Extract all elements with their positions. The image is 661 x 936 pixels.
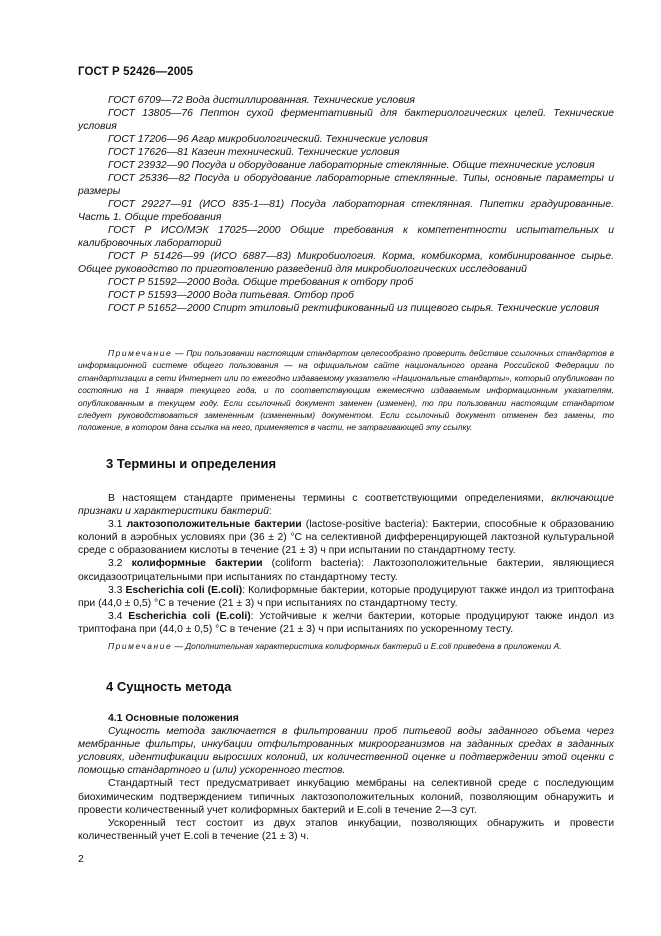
note-label: Примечание <box>108 348 173 358</box>
term-name: Escherichia coli (E.coli) <box>128 610 251 622</box>
references-note <box>78 347 614 434</box>
term-name: лактозоположительные бактерии <box>126 519 302 531</box>
term-name: колиформные бактерии <box>131 558 263 570</box>
reference-item: ГОСТ 29227—91 (ИСО 835-1—81) Посуда лабораторная стеклянная. Пипетки градуированные. Часть 1. Общие требования <box>78 199 614 223</box>
term-english: (lactose-positive bacteria): <box>301 519 433 531</box>
rapid-test-paragraph: Ускоренный тест состоит из двух этапов инкубации, позволяющих обнаружить и провести количественный учет E.coli в течение (21 ± 3) ч. <box>78 817 614 842</box>
reference-item: ГОСТ 25336—82 Посуда и оборудование лабораторные стеклянные. Типы, основные параметры и размеры <box>78 173 614 197</box>
note-label: Примечание <box>108 641 173 651</box>
section-3-note <box>78 640 614 652</box>
section-3-body <box>78 492 614 636</box>
section-4-heading: 4 Сущность метода <box>106 679 232 694</box>
section-3-heading: 3 Термины и определения <box>106 456 277 471</box>
term-definition: Устойчивые к желчи бактерии, которые продуцируют также индол из триптофана при (44,0 ± 0,5) °С в течение (21 ± 3) ч при испытаниях по ускоренному тесту. <box>78 610 614 635</box>
section-4-body <box>78 712 614 843</box>
term-definition: Колиформные бактерии, которые продуцируют также индол из триптофана при (44,0 ± 0,5) °С в течение (21 ± 3) ч при испытаниях по стандартному тесту. <box>78 584 615 609</box>
intro-italic-text: включающие признаки и характеристики бактерий <box>78 493 614 518</box>
term-definition: Лактозоположительные бактерии, являющиеся оксидазоотрицательными при испытаниях по стандартному тесту. <box>78 558 614 583</box>
note-text: — При пользовании настоящим стандартом целесообразно проверить действие ссылочных стандартов в информационной системе общего пользования — на официальном сайте национального органа Российской Федерации по стандартизации в сети Интернет или по ежегодно издаваемому указателю «Национальные стандарты», который опубликован по состоянию на 1 января текущего года, и по соответствующим ежемесячно издаваемым информационным указателям, опубликованным в текущем году. Если ссылочный документ заменен (изменен), то при пользовании настоящим стандартом следует руководствоваться замененным (измененным) документом. Если ссылочный документ отменен без замены, то положение, в котором дана ссылка на него, применяется в части, не затрагивающей эту ссылку. <box>78 348 614 433</box>
reference-item: ГОСТ Р 51426—99 (ИСО 6887—83) Микробиология. Корма, комбикорма, комбинированное сырье. Общее руководство по приготовлению разведений для микробиологических исследований <box>78 251 614 275</box>
term-number: 3.4 <box>108 610 123 622</box>
reference-item: ГОСТ Р 51592—2000 Вода. Общие требования к отбору проб <box>108 277 414 288</box>
standard-test-paragraph: Стандартный тест предусматривает инкубацию мембраны на селективной среде с последующим биохимическим подтверждением типичных лактозоположительных колоний, позволяющим обнаружить и провести количественный учет колиформных бактерий и E.coli в течение 2—3 сут. <box>78 778 614 816</box>
reference-item: ГОСТ 17206—96 Агар микробиологический. Технические условия <box>108 134 428 145</box>
reference-item: ГОСТ 23932—90 Посуда и оборудование лабораторные стеклянные. Общие технические условия <box>108 160 595 171</box>
intro-end: : <box>268 506 272 518</box>
reference-item: ГОСТ 13805—76 Пептон сухой ферментативный для бактериологических целей. Технические условия <box>78 108 614 132</box>
term-3-4 <box>78 610 614 636</box>
reference-item: ГОСТ Р ИСО/МЭК 17025—2000 Общие требования к компетентности испытательных и калибровочных лабораторий <box>78 225 614 249</box>
note-text: — Дополнительная характеристика колиформных бактерий и E.coli приведена в приложении А. <box>172 641 562 651</box>
reference-item: ГОСТ 17626—81 Казеин технический. Технические условия <box>108 147 400 158</box>
term-number: 3.1 <box>108 519 123 531</box>
term-3-1 <box>78 518 614 557</box>
method-essence-paragraph: Сущность метода заключается в фильтровании проб питьевой воды заданного объема через мембранные фильтры, инкубации отфильтрованных микроорганизмов на заданных средах в заданных условиях, идентификации выросших колоний, их количественной оценке и подтверждении этой оценки с помощью стандартного и (или) ускоренного тестов. <box>78 726 614 777</box>
document-header: ГОСТ Р 52426—2005 <box>78 66 194 78</box>
term-number: 3.2 <box>108 558 123 570</box>
page-number: 2 <box>78 854 84 865</box>
section-3-intro <box>78 492 614 518</box>
term-definition: Бактерии, способные к образованию колоний в аэробных условиях при (36 ± 2) °С на селективной дифференцирующей лактозной культуральной среде с образованием кислоты в течение (21 ± 3) ч при испытании по стандартному тесту. <box>78 519 615 557</box>
reference-item: ГОСТ Р 51593—2000 Вода питьевая. Отбор проб <box>108 290 354 301</box>
term-english: : <box>250 610 260 622</box>
term-english: (coliform bacteria): <box>262 558 374 570</box>
term-3-2 <box>78 557 614 583</box>
term-3-3 <box>78 584 614 610</box>
reference-item: ГОСТ Р 51652—2000 Спирт этиловый ректификованный из пищевого сырья. Технические условия <box>108 303 600 314</box>
reference-item: ГОСТ 6709—72 Вода дистиллированная. Технические условия <box>108 95 415 106</box>
term-english: : <box>242 584 249 596</box>
term-name: Escherichia coli (E.coli) <box>125 584 243 596</box>
intro-text: В настоящем стандарте применены термины с соответствующими определениями, <box>108 493 552 504</box>
term-number: 3.3 <box>108 584 123 596</box>
normative-references-list <box>78 94 614 315</box>
subsection-4-1-heading: 4.1 Основные положения <box>108 713 239 724</box>
